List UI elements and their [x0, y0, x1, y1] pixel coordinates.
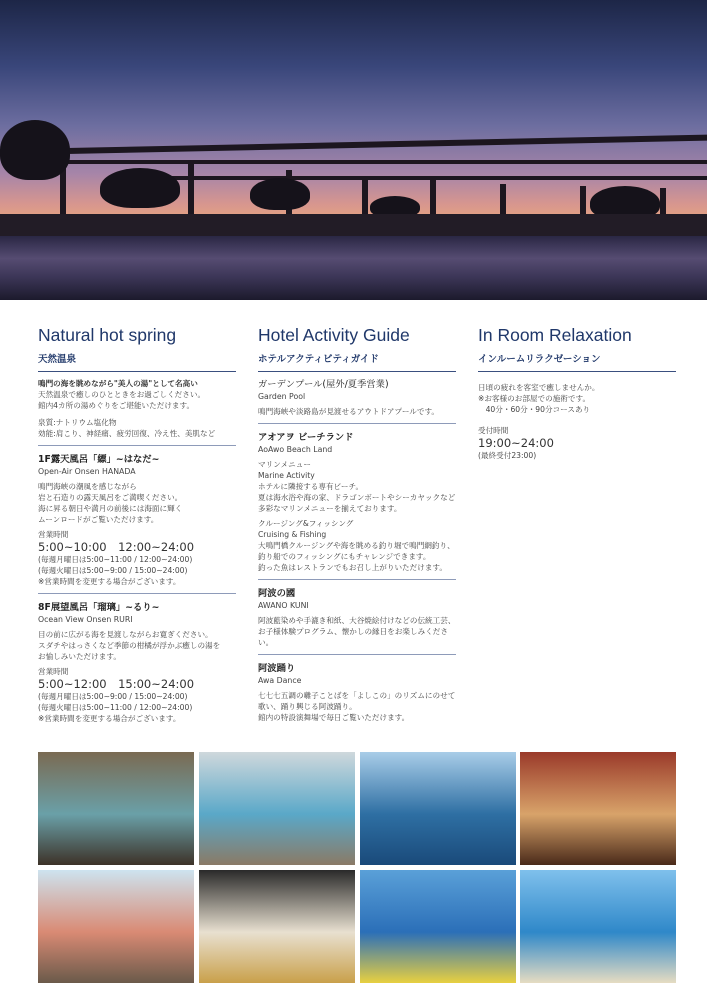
column-title-en: In Room Relaxation — [478, 325, 632, 345]
awa-kuni-title-en: AWANO KUNI — [258, 601, 309, 610]
natural-hot-spring-column — [38, 320, 236, 724]
ruri-desc: お愉しみいただけます。 — [38, 652, 121, 661]
intro-line: 天然温泉で癒しのひとときをお過ごしください。 — [38, 390, 206, 399]
divider — [38, 593, 236, 594]
pool-deck — [0, 214, 707, 238]
pool-title: ガーデンプール(屋外/夏季営業) — [258, 379, 389, 390]
hours-note: (毎週火曜日は5:00~11:00 / 12:00~24:00) — [38, 703, 193, 712]
hours-note: ※営業時間を変更する場合がございます。 — [38, 714, 181, 723]
awa-dance-desc: 館内の特設演舞場で毎日ご覧いただけます。 — [258, 713, 410, 722]
relax-desc: ※お客様のお部屋での施術です。 — [478, 394, 591, 403]
beach-photo — [520, 870, 676, 983]
banana-boat-photo — [360, 870, 516, 983]
awa-dance-photo — [199, 870, 355, 983]
fishing-photo — [38, 870, 194, 983]
hours-label: 受付時間 — [478, 426, 509, 435]
in-room-relaxation-column — [478, 320, 676, 461]
relax-desc: 日頃の疲れを客室で癒しませんか。 — [478, 383, 600, 392]
divider — [258, 579, 456, 580]
divider — [258, 371, 456, 372]
hours-note: (毎週月曜日は5:00~11:00 / 12:00~24:00) — [38, 555, 193, 564]
divider — [478, 371, 676, 372]
pool-desc: 鳴門海峡や淡路島が見渡せるアウトドアプールです。 — [258, 407, 440, 416]
pergola-post — [362, 176, 368, 218]
intro-line: 鳴門の海を眺めながら"美人の湯"として名高い — [38, 379, 198, 388]
cruise-desc: 釣り船でのフィッシングにもチャレンジできます。 — [258, 552, 431, 561]
column-title-jp: ホテルアクティビティガイド — [258, 354, 379, 365]
hanada-desc: ムーンロードがご覧いただけます。 — [38, 515, 159, 524]
column-title-jp: 天然温泉 — [38, 354, 77, 365]
onsen-outdoor-photo — [38, 752, 194, 865]
hanada-hours: 5:00~10:00 12:00~24:00 — [38, 540, 195, 554]
awa-kuni-title: 阿波の國 — [258, 588, 296, 599]
ruri-desc: スダチやはっさくなど季節の柑橘が浮かぶ癒しの湯を — [38, 641, 221, 650]
cruise-desc: 釣った魚はレストランでもお召し上がりいただけます。 — [258, 563, 448, 572]
hours-note: (毎週火曜日は5:00~9:00 / 15:00~24:00) — [38, 566, 188, 575]
hero-sunset-photo — [0, 0, 707, 300]
cruise-title-en: Cruising & Fishing — [258, 530, 327, 539]
pergola-post — [430, 180, 436, 218]
divider — [38, 371, 236, 372]
pergola-beam — [40, 160, 707, 164]
pool-water — [0, 236, 707, 300]
pool-title-en: Garden Pool — [258, 392, 306, 401]
hours-label: 営業時間 — [38, 667, 69, 676]
pergola-post — [188, 162, 194, 218]
cruise-desc: 大鳴門橋クルージングや海を眺める釣り堀で鳴門網釣り、 — [258, 541, 455, 550]
relax-hours: 19:00~24:00 — [478, 436, 554, 450]
hanada-desc: 海に昇る朝日や満月の前後には海面に輝く — [38, 504, 183, 513]
palm-tree — [0, 120, 70, 180]
divider — [258, 423, 456, 424]
hanada-title-en: Open-Air Onsen HANADA — [38, 467, 136, 476]
boat-cruise-photo — [360, 752, 516, 865]
palm-tree — [250, 178, 310, 210]
awa-kuni-desc: 阿波藍染めや手漉き和紙、大谷焼絵付けなどの伝統工芸、 — [258, 616, 456, 625]
spring-quality: 泉質:ナトリウム塩化物 — [38, 418, 117, 427]
beach-title: アオアヲ ビーチランド — [258, 432, 354, 443]
intro-line: 館内4カ所の湯めぐりをご堪能いただけます。 — [38, 401, 195, 410]
pergola-post — [500, 184, 506, 218]
hanada-desc: 岩と石造りの露天風呂をご満喫ください。 — [38, 493, 183, 502]
spring-benefits: 効能:肩こり、神経痛、疲労回復、冷え性、美肌など — [38, 429, 216, 438]
awa-dance-desc: 歌い、踊り興じる阿波踊り。 — [258, 702, 357, 711]
hours-label: 営業時間 — [38, 530, 69, 539]
marine-desc: 多彩なマリンメニューを揃えております。 — [258, 504, 402, 513]
ruri-title-en: Ocean View Onsen RURI — [38, 615, 133, 624]
column-title-jp: インルームリラクゼーション — [478, 354, 601, 365]
awa-kuni-desc: お子様体験プログラム、懐かしの縁日をお楽しみください。 — [258, 627, 448, 647]
hours-note: (毎週月曜日は5:00~9:00 / 15:00~24:00) — [38, 692, 188, 701]
pergola-beam — [0, 135, 707, 156]
awa-dance-title: 阿波踊り — [258, 663, 296, 674]
marine-title-jp: マリンメニュー — [258, 460, 311, 469]
hours-note: ※営業時間を変更する場合がございます。 — [38, 577, 181, 586]
hanada-desc: 鳴門海峡の潮風を感じながら — [38, 482, 137, 491]
column-title-en: Natural hot spring — [38, 325, 177, 345]
ruri-hours: 5:00~12:00 15:00~24:00 — [38, 677, 195, 691]
palm-tree — [100, 168, 180, 208]
festival-stall-photo — [520, 752, 676, 865]
hotel-activity-column — [258, 320, 456, 723]
marine-desc: ホテルに隣接する専有ビーチ。 — [258, 482, 364, 491]
column-title-en: Hotel Activity Guide — [258, 325, 410, 345]
awa-dance-desc: 七七七五調の囃子ことばを「よしこの」のリズムにのせて — [258, 691, 456, 700]
pergola-beam — [120, 176, 707, 180]
marine-desc: 夏は海水浴や海の家、ドラゴンボートやシーカヤックなど — [258, 493, 456, 502]
awa-dance-title-en: Awa Dance — [258, 676, 302, 685]
last-order: (最終受付23:00) — [478, 451, 537, 460]
onsen-indoor-photo — [199, 752, 355, 865]
divider — [258, 654, 456, 655]
beach-title-en: AoAwo Beach Land — [258, 445, 333, 454]
relax-desc: 40分・60分・90分コースあり — [478, 405, 591, 414]
cruise-title-jp: クルージング&フィッシング — [258, 519, 354, 528]
ruri-title: 8F展望風呂「瑠璃」~るり~ — [38, 602, 160, 613]
ruri-desc: 目の前に広がる海を見渡しながらお寛ぎください。 — [38, 630, 213, 639]
divider — [38, 445, 236, 446]
marine-title-en: Marine Activity — [258, 471, 315, 480]
hanada-title: 1F露天風呂「縹」~はなだ~ — [38, 454, 160, 465]
